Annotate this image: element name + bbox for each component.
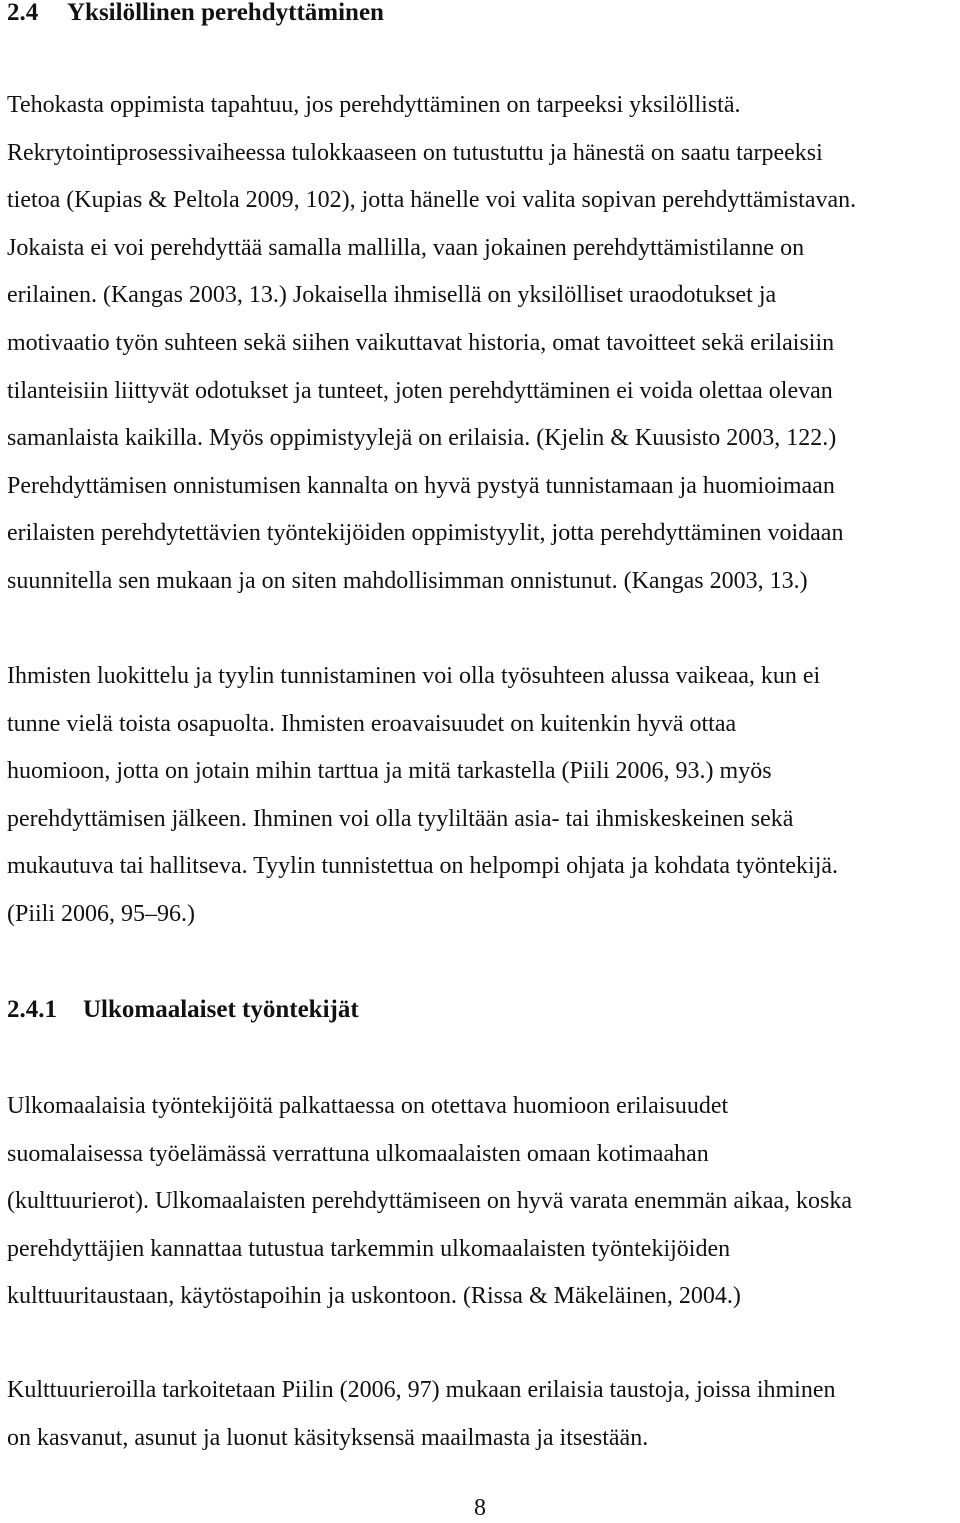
text-line: Jokaista ei voi perehdyttää samalla mallilla, vaan jokainen perehdyttämistilanne on: [7, 234, 805, 261]
subsection-heading: [7, 995, 359, 1025]
text-line: perehdyttämisen jälkeen. Ihminen voi olla tyyliltään asia- tai ihmiskeskeinen sekä: [7, 805, 794, 832]
section-title: Yksilöllinen perehdyttäminen: [67, 0, 384, 26]
text-line: samanlaista kaikilla. Myös oppimistyylejä on erilaisia. (Kjelin & Kuusisto 2003, 122.): [7, 425, 837, 452]
paragraph-2: [7, 653, 953, 939]
text-line: (Piili 2006, 95–96.): [7, 900, 196, 927]
text-line: tunne vielä toista osapuolta. Ihmisten eroavaisuudet on kuitenkin hyvä ottaa: [7, 710, 737, 737]
text-line: suunnitella sen mukaan ja on siten mahdollisimman onnistunut. (Kangas 2003, 13.): [7, 567, 808, 594]
subsection-number: 2.4.1: [7, 996, 57, 1023]
text-line: Ulkomaalaisia työntekijöitä palkattaessa on otettava huomioon erilaisuudet: [7, 1093, 729, 1119]
text-line: motivaatio työn suhteen sekä siihen vaikuttavat historia, omat tavoitteet sekä erilaisiin: [7, 329, 835, 356]
text-line: kulttuuritaustaan, käytöstapoihin ja uskontoon. (Rissa & Mäkeläinen, 2004.): [7, 1283, 741, 1310]
text-line: tilanteisiin liittyvät odotukset ja tunteet, joten perehdyttäminen ei voida olettaa olevan: [7, 377, 833, 404]
text-line: on kasvanut, asunut ja luonut käsityksensä maailmasta ja itsestään.: [7, 1424, 649, 1451]
paragraph-4: [7, 1367, 953, 1462]
section-heading: [7, 0, 384, 28]
text-line: Kulttuurieroilla tarkoitetaan Piilin (2006, 97) mukaan erilaisia taustoja, joissa ihminen: [7, 1377, 836, 1403]
text-line: suomalaisessa työelämässä verrattuna ulkomaalaisten omaan kotimaahan: [7, 1140, 709, 1167]
text-line: huomioon, jotta on jotain mihin tarttua ja mitä tarkastella (Piili 2006, 93.) myös: [7, 758, 772, 785]
section-number: 2.4: [7, 0, 39, 26]
text-line: erilainen. (Kangas 2003, 13.) Jokaisella ihmisellä on yksilölliset uraodotukset ja: [7, 282, 777, 309]
text-line: erilaisten perehdytettävien työntekijöiden oppimistyylit, jotta perehdyttäminen voidaan: [7, 520, 844, 547]
subsection-title: Ulkomaalaiset työntekijät: [83, 996, 359, 1023]
text-line: mukautuva tai hallitseva. Tyylin tunnistettua on helpompi ohjata ja kohdata työntekijä.: [7, 853, 839, 880]
text-line: Perehdyttämisen onnistumisen kannalta on hyvä pystyä tunnistamaan ja huomioimaan: [7, 472, 835, 499]
text-line: Rekrytointiprosessivaiheessa tulokkaaseen on tutustuttu ja hänestä on saatu tarpeeksi: [7, 139, 823, 166]
text-line: (kulttuurierot). Ulkomaalaisten perehdyttämiseen on hyvä varata enemmän aikaa, koska: [7, 1188, 853, 1215]
text-line: Ihmisten luokittelu ja tyylin tunnistaminen voi olla työsuhteen alussa vaikeaa, kun ei: [7, 663, 821, 689]
paragraph-3: [7, 1083, 953, 1321]
page-number: 8: [474, 1495, 486, 1521]
text-line: perehdyttäjien kannattaa tutustua tarkemmin ulkomaalaisten työntekijöiden: [7, 1235, 731, 1262]
text-line: Tehokasta oppimista tapahtuu, jos perehdyttäminen on tarpeeksi yksilöllistä.: [7, 92, 741, 118]
paragraph-1: [7, 82, 953, 606]
text-line: tietoa (Kupias & Peltola 2009, 102), jotta hänelle voi valita sopivan perehdyttämistavan.: [7, 187, 857, 214]
